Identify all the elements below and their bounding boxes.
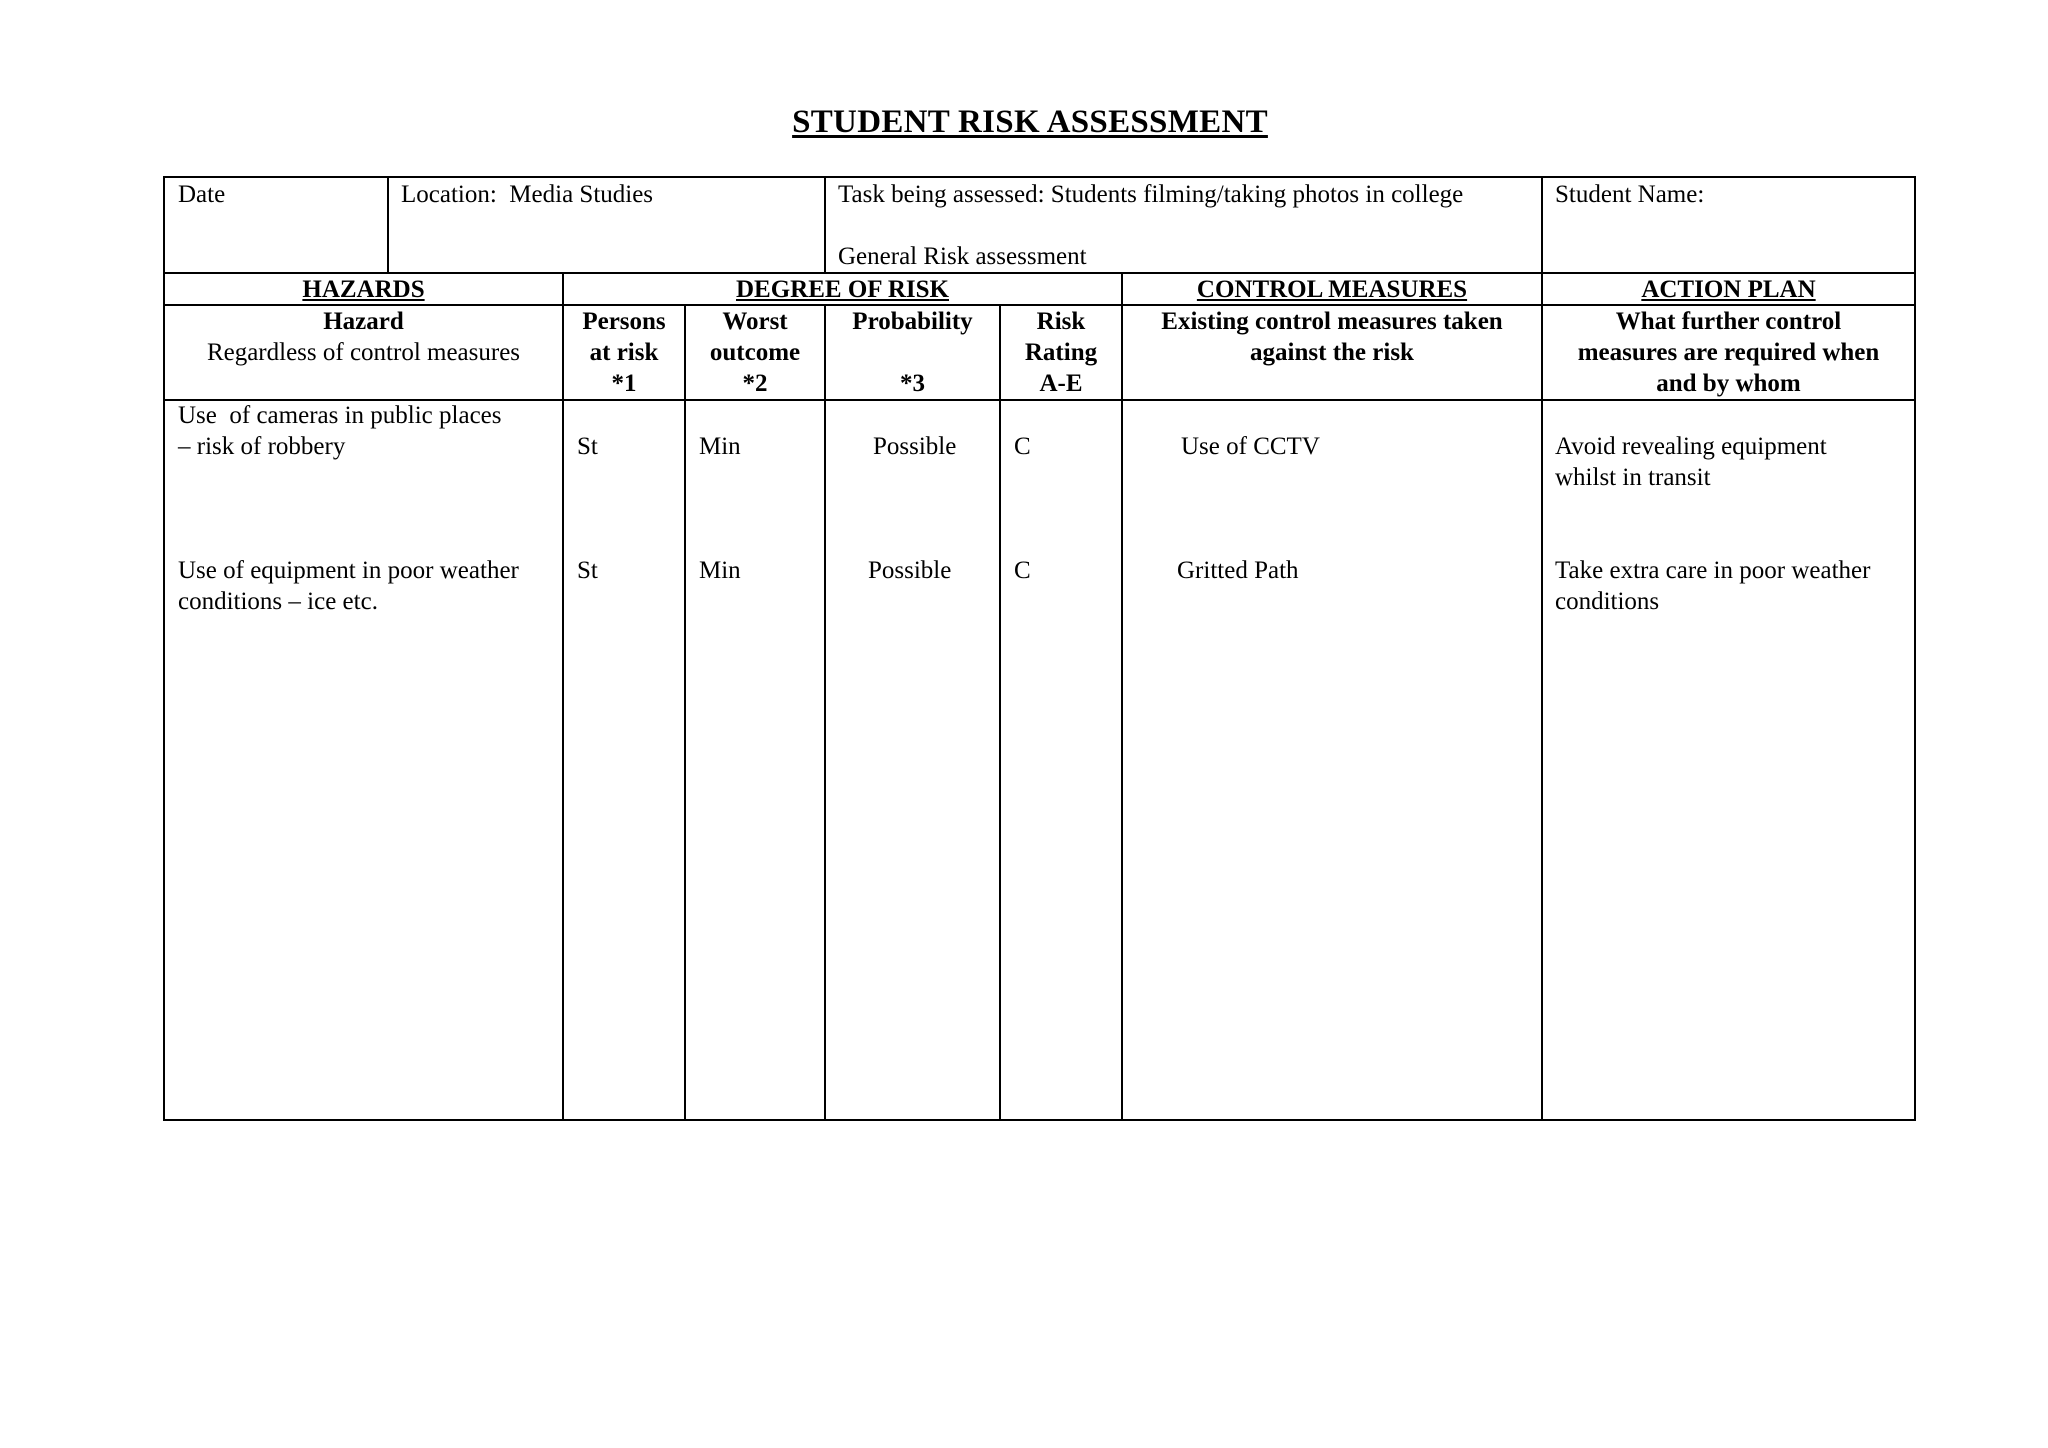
location-label: Location: Media Studies (401, 181, 654, 208)
col-persons-l1: Persons (582, 308, 666, 335)
risk-rating: C (1014, 433, 1031, 460)
col-existing-l1: Existing control measures taken (1161, 308, 1503, 335)
action-line-2: conditions (1555, 588, 1660, 615)
task-note: General Risk assessment (838, 243, 1087, 270)
col-further-l3: and by whom (1656, 370, 1801, 397)
col-rating-l1: Risk (1036, 308, 1086, 335)
col-hazard-title: Hazard (323, 308, 404, 335)
action-line-1: Take extra care in poor weather (1555, 557, 1871, 584)
worst-outcome: Min (699, 557, 741, 584)
action-line-2: whilst in transit (1555, 464, 1711, 491)
hazard-line-1: Use of equipment in poor weather (178, 557, 519, 584)
document-title: STUDENT RISK ASSESSMENT (792, 104, 1268, 140)
probability: Possible (873, 433, 957, 460)
control-measure: Gritted Path (1177, 557, 1299, 584)
info-divider-location (824, 176, 826, 272)
table-border-top (163, 176, 1916, 178)
table-row (163, 555, 1916, 705)
persons-at-risk: St (577, 557, 598, 584)
col-worst-l3: *2 (742, 370, 768, 397)
student-name-label: Student Name: (1555, 181, 1705, 208)
probability: Possible (868, 557, 952, 584)
worst-outcome: Min (699, 433, 741, 460)
risk-rating: C (1014, 557, 1031, 584)
info-divider-task (1541, 176, 1543, 272)
section-control-measures: CONTROL MEASURES (1196, 276, 1468, 303)
date-label: Date (178, 181, 226, 208)
hazard-line-2: – risk of robbery (178, 433, 346, 460)
col-probability-l1: Probability (852, 308, 973, 335)
col-persons-l2: at risk (589, 339, 659, 366)
col-rating-l2: Rating (1024, 339, 1098, 366)
col-hazard-subtitle: Regardless of control measures (206, 339, 521, 366)
section-action-plan: ACTION PLAN (1641, 276, 1816, 303)
table-border-bottom (163, 1119, 1916, 1121)
hazard-line-2: conditions – ice etc. (178, 588, 378, 615)
task-label: Task being assessed: Students filming/taking photos in college (838, 181, 1464, 208)
col-rating-l3: A-E (1039, 370, 1083, 397)
col-probability-l3: *3 (900, 370, 925, 397)
col-worst-l1: Worst (722, 308, 788, 335)
col-further-l1: What further control (1615, 308, 1842, 335)
section-degree-of-risk: DEGREE OF RISK (735, 276, 949, 303)
table-row (163, 400, 1916, 550)
section-hazards: HAZARDS (302, 276, 425, 303)
action-line-1: Avoid revealing equipment (1555, 433, 1827, 460)
col-worst-l2: outcome (709, 339, 801, 366)
col-persons-l3: *1 (611, 370, 637, 397)
col-existing-l2: against the risk (1250, 339, 1414, 366)
control-measure: Use of CCTV (1181, 433, 1320, 460)
info-divider-date (387, 176, 389, 272)
hazard-line-1: Use of cameras in public places (178, 402, 502, 429)
col-further-l2: measures are required when (1577, 339, 1880, 366)
persons-at-risk: St (577, 433, 598, 460)
